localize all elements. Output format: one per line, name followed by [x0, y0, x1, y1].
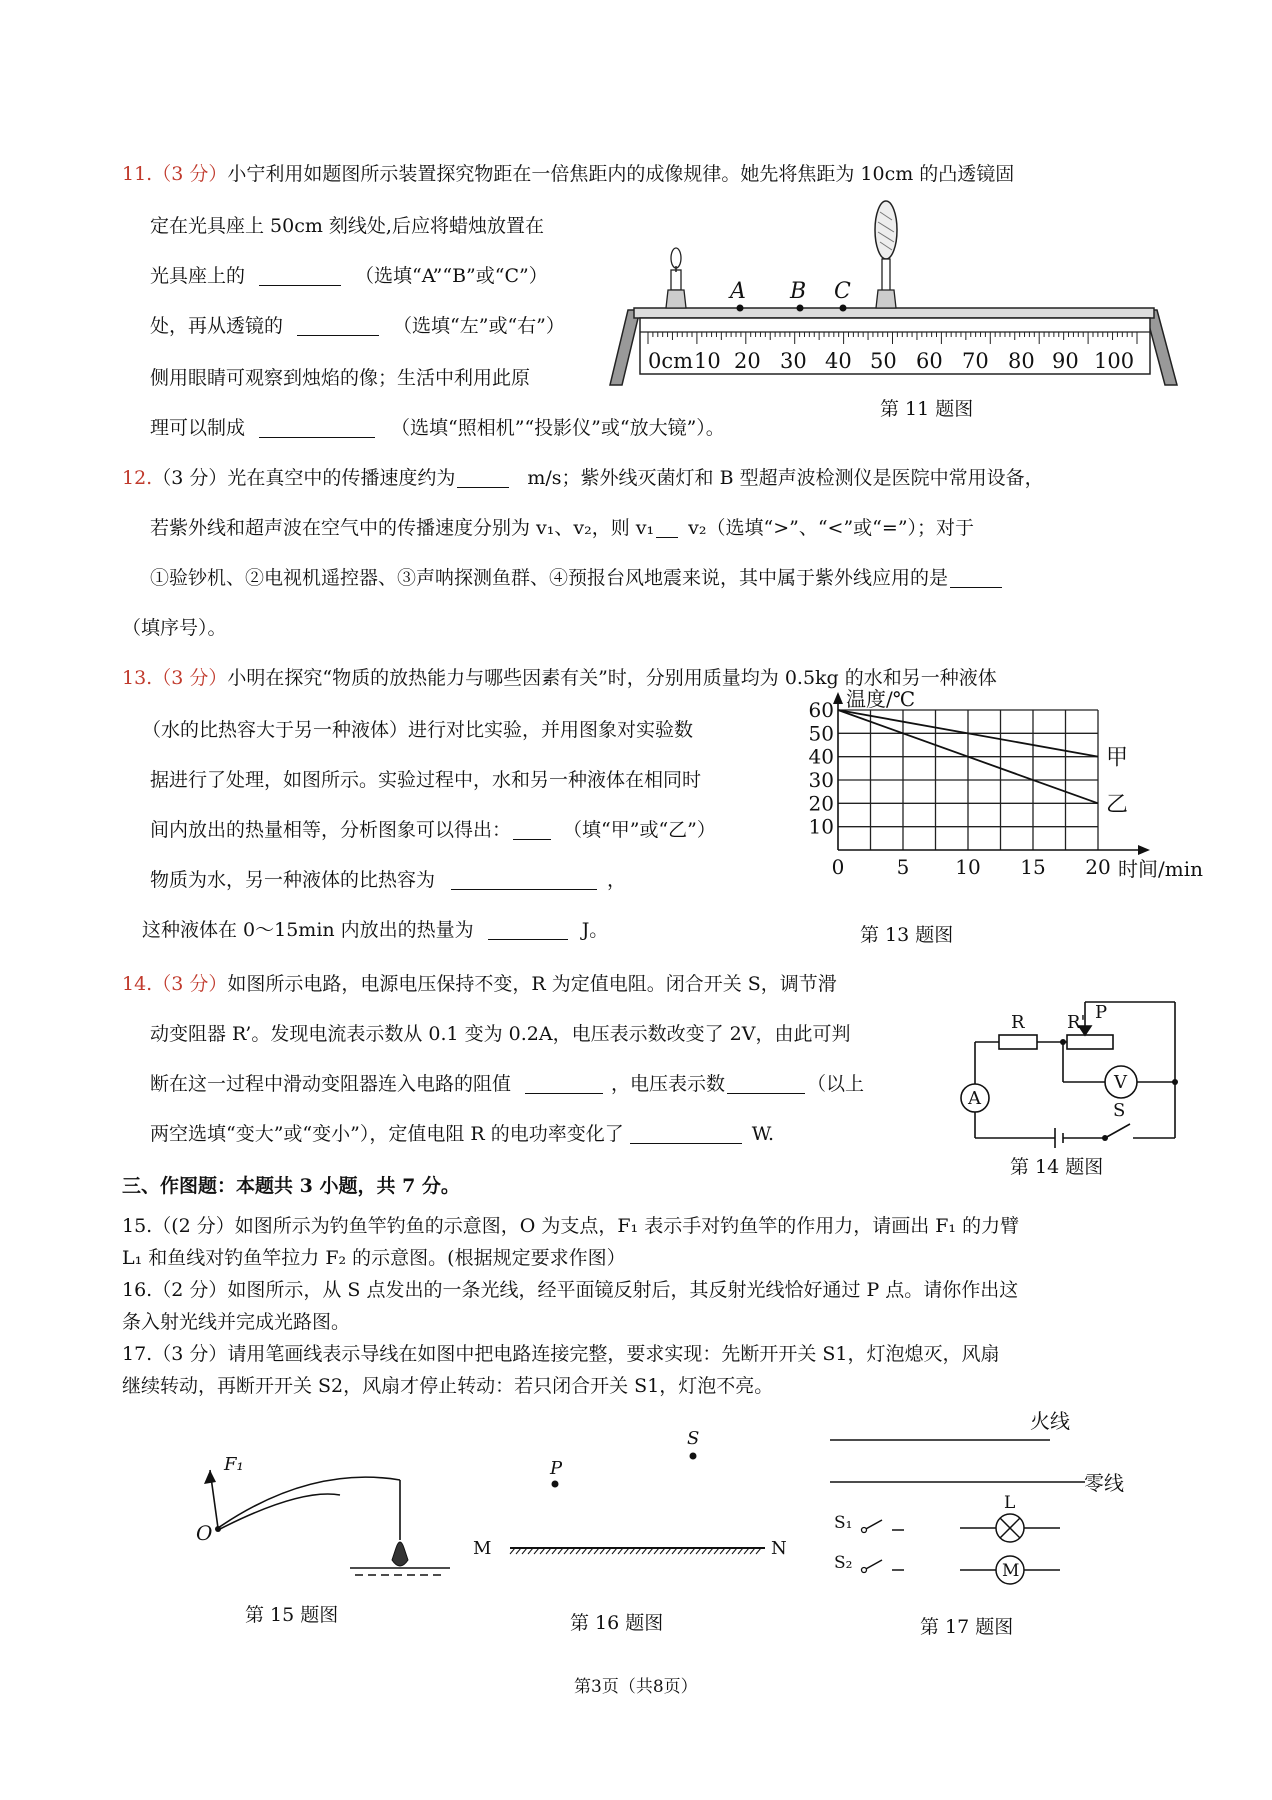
rod-label-f1: F₁: [224, 1454, 244, 1475]
q17-line2: 继续转动，再断开开关 S2，风扇才停止转动：若只闭合开关 S1，灯泡不亮。: [122, 1375, 774, 1397]
q17-line1: 17.（3 分）请用笔画线表示导线在如图中把电路连接完整，要求实现：先断开开关 S1，灯泡熄灭，风扇: [122, 1343, 1000, 1365]
q16-fig-caption: 第 16 题图: [570, 1612, 664, 1634]
circuit-label-v: V: [1114, 1072, 1127, 1093]
chart-y-axis-title: 温度/℃: [846, 687, 916, 711]
q13-temperature-time-chart: [790, 687, 1203, 920]
circuit-label-p: P: [1095, 1002, 1108, 1023]
point-a-dot: [737, 305, 744, 312]
q14-blank-3[interactable]: [630, 1123, 742, 1144]
q15-line1: 15.（(2 分）如图所示为钓鱼竿钓鱼的示意图，O 为支点，F₁ 表示手对钓鱼竿的作用力，请画出 F₁ 的力臂: [122, 1215, 1020, 1237]
q13-fig-caption: 第 13 题图: [860, 924, 954, 946]
switch-label-s1: S₁: [834, 1513, 853, 1533]
q12-number: 12.: [122, 467, 153, 489]
circuit-label-r: R: [1011, 1012, 1025, 1033]
point-a-label: A: [730, 279, 746, 304]
q12-line4: （填序号）。: [122, 617, 227, 639]
switch-label-s2: S₂: [834, 1553, 853, 1573]
q12-line2: 若紫外线和超声波在空气中的传播速度分别为 v₁、v₂，则 v₁ v₂（选填“>”、“<”或“=”）；对于: [150, 517, 975, 539]
q11-optical-bench-figure: [610, 200, 1190, 400]
chart-x-tick-label: 5: [896, 855, 910, 879]
q11-line6: 理可以制成 （选填“照相机”“投影仪”或“放大镜”）。: [150, 417, 725, 439]
q13-line4: 间内放出的热量相等，分析图象可以得出： （填“甲”或“乙”）: [150, 819, 716, 841]
q14-line3: 断在这一过程中滑动变阻器连入电路的阻值 ，电压表示数 （以上: [150, 1073, 865, 1095]
chart-x-arrow: [1138, 845, 1150, 855]
chart-y-tick-label: 50: [808, 721, 834, 746]
bench-label-70: 70: [962, 349, 989, 373]
q13-line1: 13.（3 分）小明在探究“物质的放热能力与哪些因素有关”时，分别用质量均为 0.5kg 的水和另一种液体: [122, 667, 997, 689]
q13-line5: 物质为水，另一种液体的比热容为 ，: [150, 869, 627, 891]
chart-y-tick-label: 30: [808, 768, 834, 792]
chart-y-arrow: [833, 692, 843, 704]
point-b-label: B: [790, 279, 807, 304]
bench-label-50: 50: [870, 349, 897, 373]
q15-fishing-rod-figure: [190, 1440, 480, 1590]
q13-blank-1[interactable]: [513, 819, 551, 840]
mirror-label-n: N: [771, 1538, 787, 1559]
mirror-label-m: M: [473, 1538, 492, 1559]
circuit-label-s: S: [1113, 1100, 1126, 1121]
q11-blank-2[interactable]: [297, 315, 379, 336]
q13-line2: （水的比热容大于另一种液体）进行对比实验，并用图象对实验数: [142, 719, 694, 741]
bench-label-0: 0cm: [648, 349, 694, 373]
wire-label-live: 火线: [1030, 1409, 1070, 1433]
q12-blank-3[interactable]: [950, 567, 1002, 588]
rod-label-o: O: [196, 1521, 213, 1545]
wire-label-neutral: 零线: [1084, 1471, 1124, 1495]
chart-y-tick-label: 60: [808, 698, 834, 722]
q11-score: （3 分）: [152, 163, 228, 185]
q14-blank-2[interactable]: [727, 1073, 805, 1094]
q14-number: 14.: [122, 973, 153, 995]
bench-label-10: 10: [694, 349, 721, 373]
point-c-label: C: [834, 279, 851, 304]
mirror-label-p: P: [550, 1458, 563, 1479]
q14-line2: 动变阻器 R’。发现电流表示数从 0.1 变为 0.2A，电压表示数改变了 2V，由此可判: [150, 1023, 851, 1045]
q14-blank-1[interactable]: [525, 1073, 603, 1094]
chart-x-axis-title: 时间/min: [1118, 857, 1203, 881]
candle: [666, 248, 686, 308]
q14-line1: 14.（3 分）如图所示电路，电源电压保持不变，R 为定值电阻。闭合开关 S，调节滑: [122, 973, 837, 995]
bench-label-100: 100: [1094, 349, 1135, 373]
q17-fig-caption: 第 17 题图: [920, 1616, 1014, 1638]
circuit-label-r-prime: R': [1067, 1012, 1086, 1033]
q11-line1: 11.（3 分）小宁利用如题图所示装置探究物距在一倍焦距内的成像规律。她先将焦距为 10cm 的凸透镜固: [122, 163, 1015, 185]
bench-label-20: 20: [734, 349, 761, 373]
q11-number: 11.: [122, 163, 153, 185]
mirror-label-s: S: [687, 1428, 700, 1449]
bench-label-80: 80: [1008, 349, 1035, 373]
q11-line4: 处，再从透镜的 （选填“左”或“右”）: [150, 315, 565, 337]
convex-lens: [875, 201, 897, 308]
q12-blank-1[interactable]: [457, 467, 509, 488]
point-c-dot: [840, 305, 847, 312]
bench-label-30: 30: [780, 349, 807, 373]
q15-fig-caption: 第 15 题图: [245, 1604, 339, 1626]
chart-series-label-0: 甲: [1106, 745, 1129, 771]
q13-blank-3[interactable]: [488, 919, 568, 940]
chart-series-label-1: 乙: [1106, 792, 1129, 818]
chart-x-tick-label: 10: [955, 855, 981, 879]
q11-line3: 光具座上的 （选填“A”“B”或“C”）: [150, 265, 548, 287]
q16-line1: 16.（2 分）如图所示，从 S 点发出的一条光线，经平面镜反射后，其反射光线恰好通过 P 点。请你作出这: [122, 1279, 1019, 1301]
bench-label-40: 40: [825, 349, 852, 373]
q11-line5: 侧用眼睛可观察到烛焰的像；生活中利用此原: [150, 367, 531, 389]
q13-score: （3 分）: [152, 667, 228, 689]
page-footer: 第3页（共8页）: [574, 1677, 698, 1697]
q17-house-wiring-figure: [820, 1410, 1150, 1590]
q13-line3: 据进行了处理，如图所示。实验过程中，水和另一种液体在相同时: [150, 769, 702, 791]
bench-label-90: 90: [1052, 349, 1079, 373]
q11-fig-caption: 第 11 题图: [880, 398, 974, 420]
q14-score: （3 分）: [152, 973, 228, 995]
q14-line4: 两空选填“变大”或“变小”），定值电阻 R 的电功率变化了 W.: [150, 1123, 774, 1145]
chart-x-tick-label: 20: [1085, 855, 1111, 879]
q12-line1: 12.（3 分）光在真空中的传播速度约为 m/s；紫外线灭菌灯和 B 型超声波检测仪是医院中常用设备，: [122, 467, 1044, 489]
chart-y-tick-label: 20: [808, 791, 834, 816]
q11-line2: 定在光具座上 50cm 刻线处,后应将蜡烛放置在: [150, 215, 544, 237]
q16-line2: 条入射光线并完成光路图。: [122, 1311, 351, 1333]
chart-y-tick-label: 40: [808, 744, 834, 769]
q13-line6: 这种液体在 0～15min 内放出的热量为 J。: [142, 919, 609, 941]
q14-circuit-figure: [955, 990, 1180, 1140]
bench-label-60: 60: [916, 349, 943, 373]
q13-blank-2[interactable]: [451, 869, 597, 890]
section3-title: 三、作图题：本题共 3 小题，共 7 分。: [122, 1175, 460, 1197]
q11-blank-1[interactable]: [259, 265, 341, 286]
chart-y-tick-label: 10: [808, 814, 834, 839]
point-b-dot: [797, 305, 804, 312]
q11-blank-3[interactable]: [259, 417, 375, 438]
q12-line3: ①验钞机、②电视机遥控器、③声呐探测鱼群、④预报台风地震来说，其中属于紫外线应用的是: [150, 564, 1006, 592]
q14-fig-caption: 第 14 题图: [1010, 1156, 1104, 1178]
lamp-label-l: L: [1004, 1493, 1016, 1513]
q12-blank-2[interactable]: [656, 517, 678, 538]
circuit-label-a: A: [968, 1088, 981, 1109]
q16-plane-mirror-figure: [465, 1430, 795, 1570]
q13-number: 13.: [122, 667, 153, 689]
chart-x-tick-label: 15: [1020, 855, 1046, 879]
q15-line2: L₁ 和鱼线对钓鱼竿拉力 F₂ 的示意图。(根据规定要求作图）: [122, 1247, 626, 1269]
motor-label-m: M: [1002, 1561, 1020, 1581]
chart-x-tick-label: 0: [831, 855, 845, 879]
